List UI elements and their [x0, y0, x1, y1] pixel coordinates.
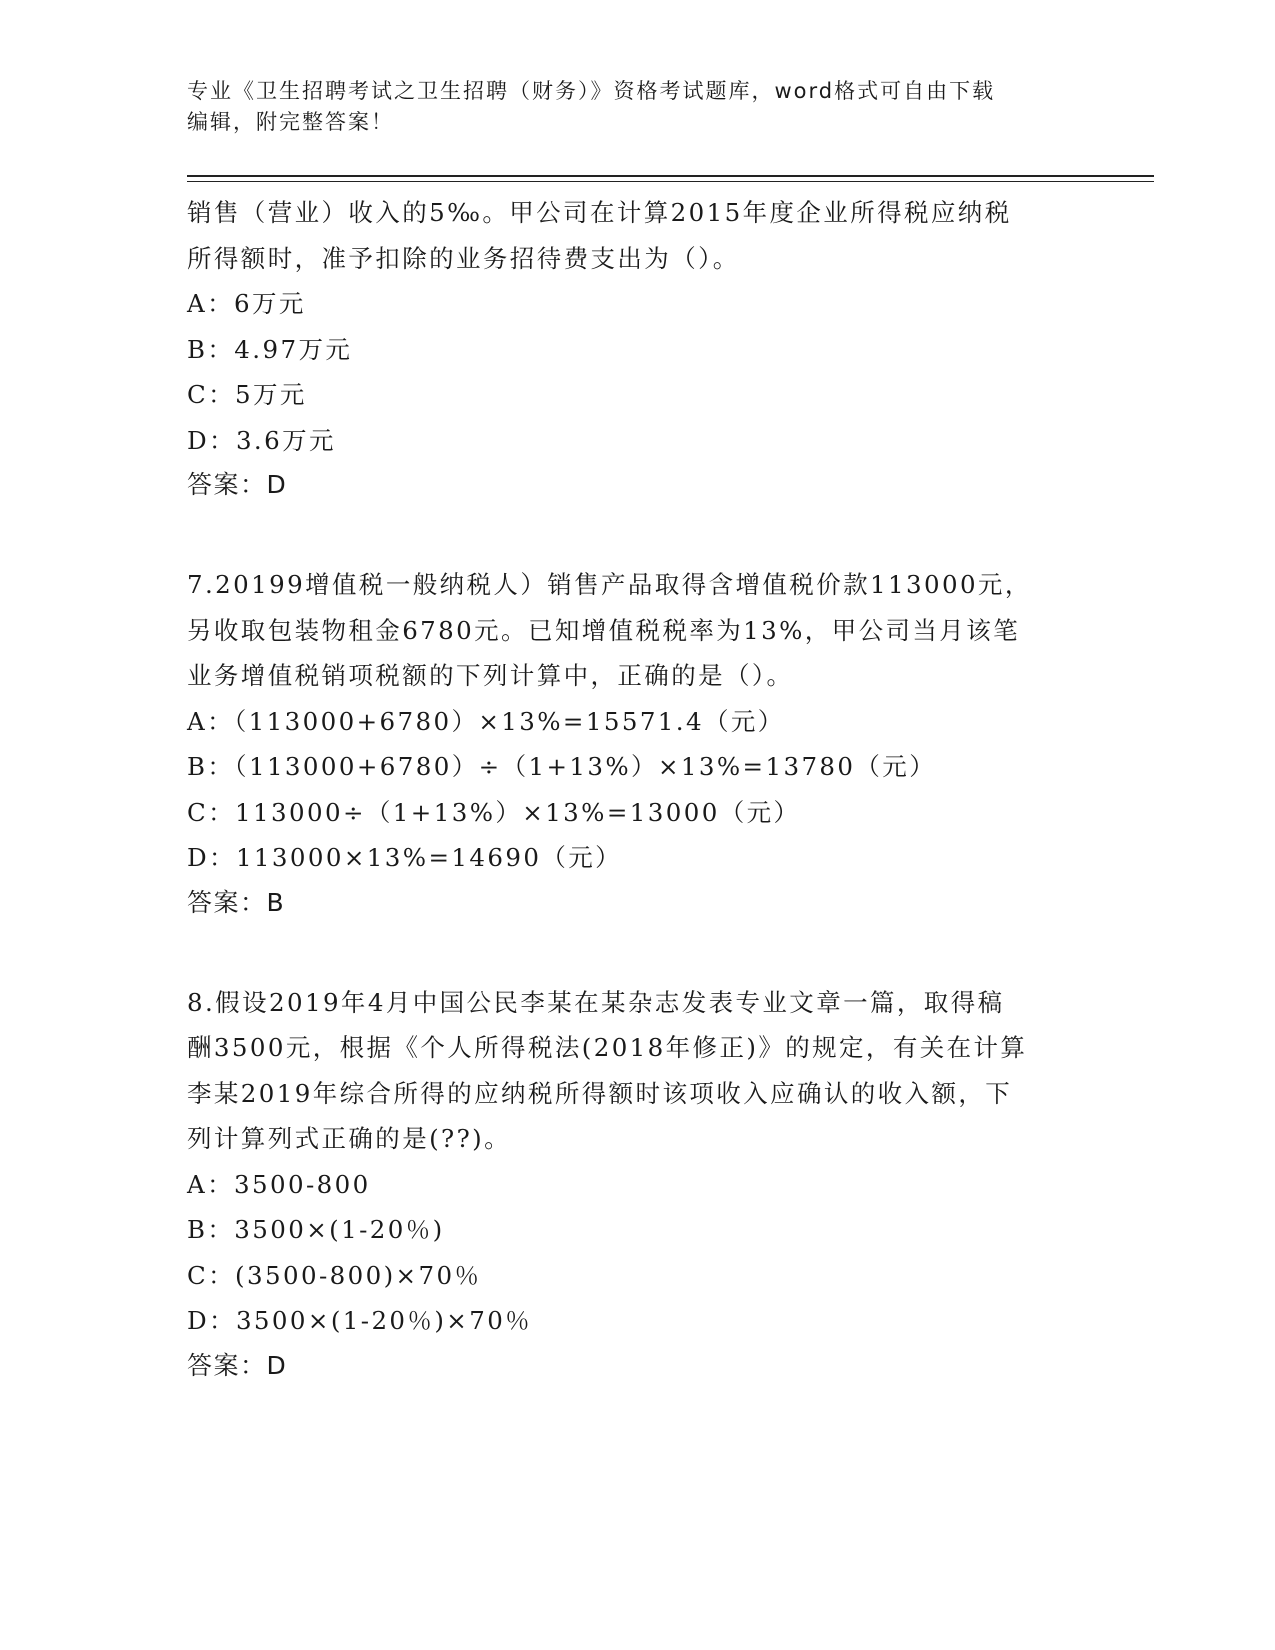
option-c: C：(3500-800)×70％ — [187, 1260, 482, 1290]
question-6 — [187, 190, 1087, 507]
question-list — [187, 190, 1087, 1388]
option-b: B：（113000+6780）÷（1+13%）×13%=13780（元） — [187, 752, 937, 781]
option-c: C：113000÷（1+13%）×13%=13000（元） — [187, 797, 801, 827]
header-line-2: 编辑，附完整答案！ — [187, 110, 394, 134]
option-d: D：113000×13%=14690（元） — [187, 843, 623, 872]
question-stem-line: 列计算列式正确的是(??)。 — [187, 1124, 511, 1153]
question-stem-line: 酬3500元，根据《个人所得税法(2018年修正)》的规定，有关在计算 — [187, 1033, 1028, 1062]
question-stem-line: 业务增值税销项税额的下列计算中，正确的是（）。 — [187, 661, 794, 690]
question-8 — [187, 980, 1087, 1388]
question-stem-line: 所得额时，准予扣除的业务招待费支出为（）。 — [187, 243, 740, 273]
document-header — [187, 76, 1067, 138]
answer-label: 答案：D — [187, 1350, 288, 1380]
answer-label: 答案：B — [187, 887, 286, 917]
question-gap — [187, 925, 1087, 980]
question-stem-line: 7.20199增值税一般纳税人）销售产品取得含增值税价款113000元， — [187, 570, 1032, 599]
option-c: C：5万元 — [187, 380, 307, 409]
option-b: B：4.97万元 — [187, 334, 353, 364]
option-d: D：3500×(1-20％)×70％ — [187, 1306, 533, 1335]
header-divider-thick — [187, 175, 1154, 177]
option-a: A：6万元 — [187, 289, 306, 318]
answer-label: 答案：D — [187, 470, 288, 499]
question-7 — [187, 562, 1087, 925]
option-a: A：（113000+6780）×13%=15571.4（元） — [187, 706, 785, 736]
header-line-1: 专业《卫生招聘考试之卫生招聘（财务）》资格考试题库，word格式可自由下载 — [187, 79, 996, 103]
question-stem-line: 另收取包装物租金6780元。已知增值税税率为13%，甲公司当月该笔 — [187, 615, 1021, 645]
option-b: B：3500×(1-20％) — [187, 1215, 445, 1244]
question-stem-line: 李某2019年综合所得的应纳税所得额时该项收入应确认的收入额，下 — [187, 1078, 1013, 1108]
question-stem-line: 8.假设2019年4月中国公民李某在某杂志发表专业文章一篇，取得稿 — [187, 987, 1005, 1017]
question-gap — [187, 507, 1087, 562]
option-a: A：3500-800 — [187, 1169, 371, 1199]
option-d: D：3.6万元 — [187, 425, 336, 455]
header-divider-thin — [187, 181, 1154, 182]
question-stem-line: 销售（营业）收入的5‰。甲公司在计算2015年度企业所得税应纳税 — [187, 198, 1012, 227]
